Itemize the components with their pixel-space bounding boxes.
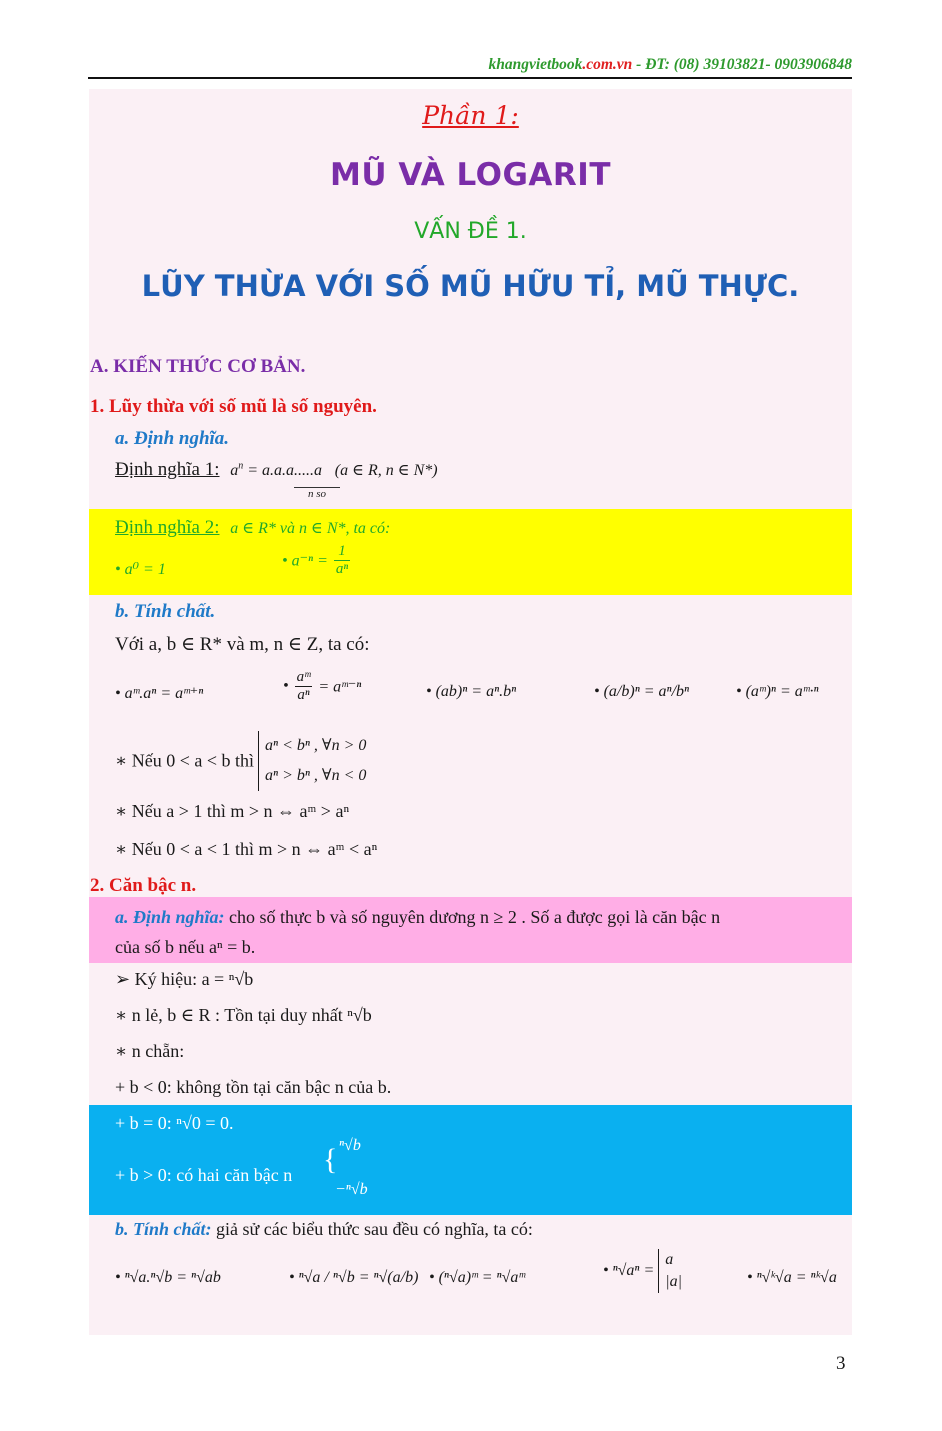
def2-label: Định nghĩa 2: <box>115 517 220 538</box>
s1-prop-heading-text: b. Tính chất. <box>115 601 216 622</box>
root-positive-2: −ⁿ√b <box>335 1181 368 1198</box>
root-prop-power: • (ⁿ√a)ᵐ = ⁿ√aᵐ <box>429 1269 526 1286</box>
root-positive-brace: { <box>323 1143 338 1176</box>
def1-rhs: = a.a.a.....a <box>243 462 323 479</box>
def1-condition: (a ∈ R, n ∈ N*) <box>334 462 438 479</box>
def1-underbrace: n so <box>294 487 340 500</box>
def1-formula <box>230 462 322 479</box>
prop-power-power: • (aᵐ)ⁿ = aᵐ·ⁿ <box>736 683 819 700</box>
root-zero-case: + b = 0: ⁿ√0 = 0. <box>115 1113 234 1133</box>
main-title: MŨ VÀ LOGARIT <box>330 157 611 193</box>
def2-f2-fraction <box>334 543 350 578</box>
prop-quotient-den: aⁿ <box>297 687 310 703</box>
s2-heading: 2. Căn bậc n. <box>90 875 197 896</box>
s1-heading: 1. Lũy thừa với số mũ là số nguyên. <box>90 396 377 417</box>
root-prop-abs-case-2: |a| <box>665 1273 683 1290</box>
def2-formula-2 <box>282 543 352 578</box>
definition-2 <box>115 517 390 539</box>
def2-f2-num: 1 <box>334 543 350 561</box>
issue-label: VẤN ĐỀ 1. <box>414 219 527 244</box>
compare-rule <box>115 731 366 791</box>
part-label: Phần 1: <box>422 101 519 130</box>
root-even-case: ∗ n chẵn: <box>115 1041 185 1061</box>
page-number: 3 <box>836 1353 846 1374</box>
s1-def-heading <box>115 428 229 450</box>
s1-prop-heading <box>115 601 215 623</box>
def2-f2-den: aⁿ <box>335 561 349 577</box>
root-notation: ➢ Ký hiệu: a = ⁿ√b <box>115 969 254 989</box>
rule-a-greater-1: ∗ Nếu a > 1 thì m > n ⇔ aᵐ > aⁿ <box>115 801 350 821</box>
prop-quotient-fraction <box>295 669 313 704</box>
root-odd-case: ∗ n lẻ, b ∈ R : Tồn tại duy nhất ⁿ√b <box>115 1005 372 1025</box>
root-def-heading: a. Định nghĩa: <box>115 907 225 927</box>
definition-1 <box>115 459 438 481</box>
root-prop-nested: • ⁿ√ᵏ√a = ⁿᵏ√a <box>747 1269 837 1286</box>
compare-case-2: aⁿ > bⁿ , ∀n < 0 <box>265 767 367 784</box>
root-positive-1: ⁿ√b <box>339 1137 361 1154</box>
compare-prefix: ∗ Nếu 0 < a < b thì <box>115 750 255 771</box>
def1-exp: n <box>238 460 244 472</box>
root-prop-heading: b. Tính chất: <box>115 1219 212 1239</box>
def1-base: a <box>230 462 239 479</box>
root-properties <box>115 1219 533 1240</box>
root-prop-abs-case-1: a <box>665 1251 674 1268</box>
subtitle: LŨY THỪA VỚI SỐ MŨ HỮU TỈ, MŨ THỰC. <box>141 269 800 303</box>
root-prop-abs-cases <box>658 1249 682 1293</box>
header-divider <box>88 77 852 79</box>
def2-formula-1: • a⁰ = 1 <box>115 561 166 578</box>
root-prop-abs-lhs: • ⁿ√aⁿ = <box>603 1262 655 1279</box>
compare-cases <box>258 731 366 791</box>
content-area <box>89 89 852 1335</box>
root-prop-text: giả sử các biểu thức sau đều có nghĩa, ta có: <box>211 1219 533 1239</box>
prop-power-quotient: • (a/b)ⁿ = aⁿ/bⁿ <box>594 683 690 700</box>
prop-power-product: • (ab)ⁿ = aⁿ.bⁿ <box>426 683 517 700</box>
def2-f2-lhs: • a⁻ⁿ = <box>282 552 328 570</box>
def1-label: Định nghĩa 1: <box>115 459 220 480</box>
s1-prop-intro: Với a, b ∈ R* và m, n ∈ Z, ta có: <box>115 634 370 655</box>
prop-product: • aᵐ.aⁿ = aᵐ⁺ⁿ <box>115 685 204 702</box>
root-def-text-2: của số b nếu aⁿ = b. <box>115 937 256 957</box>
root-definition-box <box>89 897 852 963</box>
root-prop-quotient: • ⁿ√a / ⁿ√b = ⁿ√(a/b) <box>289 1269 419 1286</box>
section-a-heading: A. KIẾN THỨC CƠ BẢN. <box>90 356 306 377</box>
root-def-text: cho số thực b và số nguyên dương n ≥ 2 . Số a được gọi là căn bậc n <box>224 907 721 927</box>
site-domain: .com.vn <box>582 56 633 73</box>
root-prop-abs <box>603 1249 682 1293</box>
site-name: khangvietbook <box>488 56 583 73</box>
rule-a-less-1: ∗ Nếu 0 < a < 1 thì m > n ⇔ aᵐ < aⁿ <box>115 839 378 859</box>
compare-case-1: aⁿ < bⁿ , ∀n > 0 <box>265 737 367 754</box>
prop-quotient-rhs: = aᵐ⁻ⁿ <box>318 678 362 696</box>
root-positive-case: + b > 0: có hai căn bậc n <box>115 1165 293 1185</box>
prop-quotient: • $\frac{\text{aᵐ}}{\text{aⁿ}}$ = aᵐ⁻ⁿ <box>283 669 362 703</box>
contact-info: - ĐT: (08) 39103821- 0903906848 <box>632 56 852 73</box>
definition-2-box <box>89 509 852 595</box>
root-cases-box <box>89 1105 852 1215</box>
root-negative-case: + b < 0: không tồn tại căn bậc n của b. <box>115 1077 392 1097</box>
root-prop-product: • ⁿ√a.ⁿ√b = ⁿ√ab <box>115 1269 221 1286</box>
def2-condition: a ∈ R* và n ∈ N*, ta có: <box>230 520 391 537</box>
prop-quotient-num: aᵐ <box>296 669 311 685</box>
page-header <box>88 56 852 74</box>
root-definition <box>115 907 720 928</box>
s1-def-heading-text: a. Định nghĩa. <box>115 428 230 449</box>
